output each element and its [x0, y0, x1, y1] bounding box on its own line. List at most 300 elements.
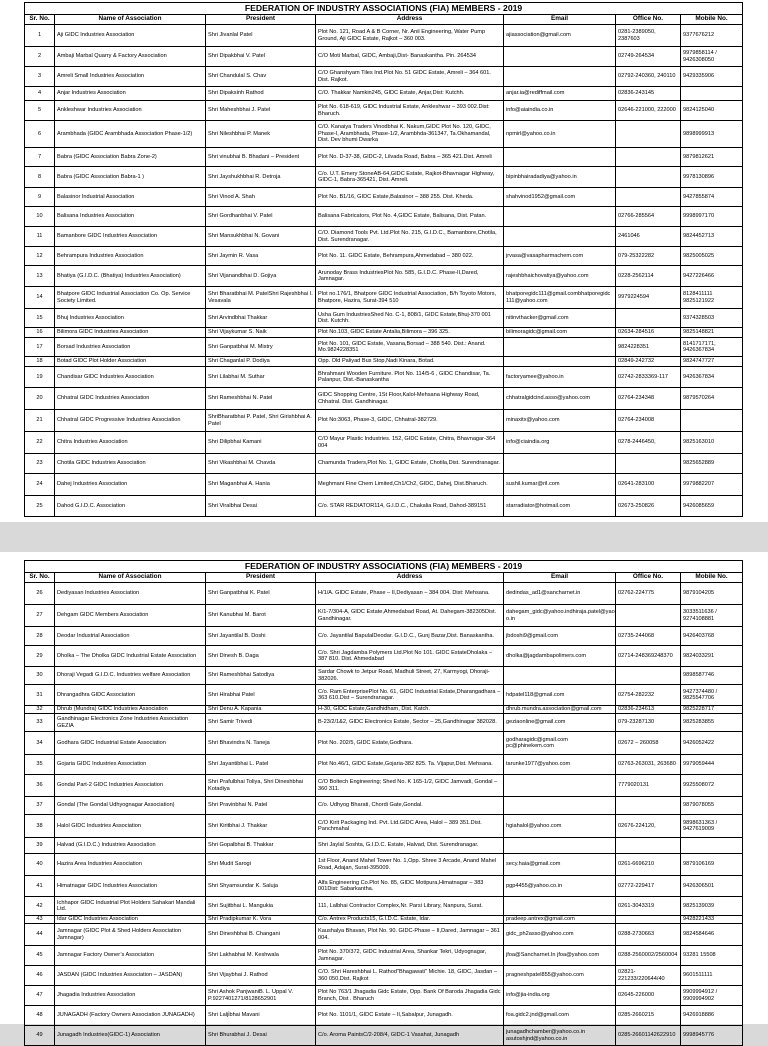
president-cell: Shri Dipaksinh Rathod — [206, 87, 316, 101]
table-row — [25, 986, 743, 1006]
mobile-no-cell — [681, 838, 743, 854]
email-cell: jrvasa@vasapharmachem.com — [504, 247, 616, 266]
table-row — [25, 627, 743, 646]
office-no-cell: 0288-2560002/2560004 — [616, 946, 681, 966]
association-cell: Gondal (The Gondal Udhyognagar Association) — [55, 797, 206, 815]
table-row — [25, 646, 743, 667]
email-cell: bipinbhairadadiya@yahoo.in — [504, 167, 616, 188]
president-cell: ShriBharatbhai P. Patel, Shri Girishbhai A. Patel — [206, 410, 316, 432]
mobile-no-cell: 9377676212 — [681, 25, 743, 47]
association-cell: Bhuj Industries Association — [55, 309, 206, 328]
email-cell: factoryamee@yahoo.in — [504, 367, 616, 388]
mobile-no-cell: 9428221433 — [681, 916, 743, 924]
office-no-cell: 02672 – 260058 — [616, 732, 681, 755]
mobile-no-cell: 9979858114 / 9426308050 — [681, 47, 743, 67]
email-cell — [504, 357, 616, 367]
address-cell: Opp. Old Paliyad Bus Stop,Nadi Kinara, Botad. — [316, 357, 504, 367]
mobile-no-cell: 9824747727 — [681, 357, 743, 367]
table-body — [25, 25, 743, 517]
association-cell: Gandhinagar Electronics Zone Industries Association GEZIA — [55, 714, 206, 732]
office-no-cell — [616, 167, 681, 188]
email-cell: chhatralgidcind.asso@yahoo.com — [504, 388, 616, 410]
email-cell — [504, 897, 616, 916]
sr-no-cell: 30 — [25, 667, 55, 685]
email-cell: geziaonline@gmail.com — [504, 714, 616, 732]
email-cell: hgiahalol@yahoo.com — [504, 815, 616, 838]
office-no-cell: 02641-283100 — [616, 474, 681, 496]
table-row — [25, 388, 743, 410]
address-cell: C/o. STAR REDIATOR114, G.I.D.C., Chakalia Road, Dahod-389151 — [316, 496, 504, 517]
mobile-no-cell: 9979882207 — [681, 474, 743, 496]
table-row — [25, 815, 743, 838]
email-cell: dhrub.mundra.association@gmail.com — [504, 706, 616, 714]
address-cell: Plot No. D-37-38, GIDC-2, Lilvada Road, Babra – 365 421.Dist. Amreli — [316, 148, 504, 167]
mobile-no-cell — [681, 87, 743, 101]
president-cell: Shri Gopalbhai B. Thakkar — [206, 838, 316, 854]
email-cell: info@jia-india.org — [504, 986, 616, 1006]
president-cell: Shri Rameshbhai Satodiya — [206, 667, 316, 685]
mobile-no-cell: 9825283855 — [681, 714, 743, 732]
email-cell: npmirl@yahoo.co.in — [504, 121, 616, 148]
address-cell: C/O Boltech Engineering; Shed No. K 165-1/2, GIDC Jamvadi, Gondal – 360 311. — [316, 775, 504, 797]
office-no-cell: 02764-234348 — [616, 388, 681, 410]
mobile-no-cell: 9879078055 — [681, 797, 743, 815]
sr-no-cell: 45 — [25, 946, 55, 966]
president-cell: Shri Vijaykumar S. Naik — [206, 328, 316, 338]
president-cell: Shri Gordhanbhai V. Patel — [206, 207, 316, 227]
table-row — [25, 966, 743, 986]
col-sr-no: Sr. No. — [25, 573, 55, 583]
office-no-cell: 0261-3043319 — [616, 897, 681, 916]
mobile-no-cell: 9825652889 — [681, 454, 743, 474]
office-no-cell: 0285-2660215 — [616, 1006, 681, 1026]
president-cell: Shri Jivanlal Patel — [206, 25, 316, 47]
office-no-cell: 2461046 — [616, 227, 681, 247]
mobile-no-cell: 9824584646 — [681, 924, 743, 946]
association-cell: Borsad Industries Association — [55, 338, 206, 357]
office-no-cell: 0228-2562114 — [616, 266, 681, 287]
association-cell: Deodar Industrial Association — [55, 627, 206, 646]
association-cell: Dehgam GIDC Members Association — [55, 605, 206, 627]
sr-no-cell: 19 — [25, 367, 55, 388]
col-office: Office No. — [616, 573, 681, 583]
office-no-cell: 02762-224775 — [616, 583, 681, 605]
table-row — [25, 67, 743, 87]
address-cell: C/O. Diamond Tools Pvt. Ltd.Plot No. 215, G.I.D.C., Bamanbore,Chotila, Dist. Surendranagar. — [316, 227, 504, 247]
president-cell: Shri Shyamsundar K. Saluja — [206, 876, 316, 897]
table-row — [25, 1026, 743, 1046]
office-no-cell: 02849-242732 — [616, 357, 681, 367]
president-cell: Shri Viralbhai Desai — [206, 496, 316, 517]
office-no-cell: 02646-221000, 222000 — [616, 101, 681, 121]
sr-no-cell: 43 — [25, 916, 55, 924]
sr-no-cell: 12 — [25, 247, 55, 266]
association-cell: JASDAN (GIDC Industries Association – JASDAN) — [55, 966, 206, 986]
address-cell: C/O Ghanshyam Tiles Ind.Plot No. 51 GIDC Estate, Amreli – 364 601. Dist. Rajkot. — [316, 67, 504, 87]
address-cell: C/O Mayur Plastic Industries. 152, GIDC Estate, Chitra, Bhavnagar-364 004 — [316, 432, 504, 454]
email-cell: bilimoragidc@gmail.com — [504, 328, 616, 338]
sr-no-cell: 44 — [25, 924, 55, 946]
email-cell: hdpatel118@gmail.com — [504, 685, 616, 706]
mobile-no-cell: 9825228717 — [681, 706, 743, 714]
president-cell: Shri Bharatbhai M. PatelShri Rajeshbhai I. Vesavala — [206, 287, 316, 309]
sr-no-cell: 33 — [25, 714, 55, 732]
mobile-no-cell: 9998997170 — [681, 207, 743, 227]
office-no-cell — [616, 188, 681, 207]
mobile-no-cell: 9825139039 — [681, 897, 743, 916]
mobile-no-cell: 9879106169 — [681, 854, 743, 876]
association-cell: Chhatral GIDC Industries Association — [55, 388, 206, 410]
mobile-no-cell: 3033511636 / 9274108881 — [681, 605, 743, 627]
office-no-cell: 02792-240360, 240110 — [616, 67, 681, 87]
col-email: Email — [504, 15, 616, 25]
table-row — [25, 148, 743, 167]
sr-no-cell: 25 — [25, 496, 55, 517]
table-row — [25, 685, 743, 706]
address-cell: Plot No. 121, Road A & B Corner, Nr. Anil Engineering, Water Pump Ground, Aji GIDC Estate, Rajkot – 360 003. — [316, 25, 504, 47]
president-cell: Shri Dilipbhai Kamani — [206, 432, 316, 454]
mobile-no-cell: 9824452713 — [681, 227, 743, 247]
table-row — [25, 47, 743, 67]
office-no-cell — [616, 121, 681, 148]
president-cell: Shri Samir Trivedi — [206, 714, 316, 732]
president-cell: Shri Rameshbhai N. Patel — [206, 388, 316, 410]
association-cell: Gojaria GIDC Industries Association — [55, 755, 206, 775]
mobile-no-cell: 9898587746 — [681, 667, 743, 685]
president-cell: Shri Pradipkumar K. Vora — [206, 916, 316, 924]
president-cell: Shri Vijaybhai J. Rathod — [206, 966, 316, 986]
email-cell — [504, 775, 616, 797]
president-cell: Shri Mudit Sarogi — [206, 854, 316, 876]
office-no-cell: 02714-248369248370 — [616, 646, 681, 667]
association-cell: Botad GIDC Plot Holder Association — [55, 357, 206, 367]
mobile-no-cell: 9909994912 / 9909994902 — [681, 986, 743, 1006]
table-title: FEDERATION OF INDUSTRY ASSOCIATIONS (FIA) MEMBERS - 2019 — [25, 561, 743, 573]
office-no-cell — [616, 838, 681, 854]
table-row — [25, 287, 743, 309]
email-cell — [504, 67, 616, 87]
sr-no-cell: 41 — [25, 876, 55, 897]
office-no-cell: 02749-264534 — [616, 47, 681, 67]
table-row — [25, 706, 743, 714]
mobile-no-cell: 9898631363 / 9427619009 — [681, 815, 743, 838]
mobile-no-cell: 9879104205 — [681, 583, 743, 605]
table-row — [25, 247, 743, 266]
col-mobile: Mobile No. — [681, 573, 743, 583]
mobile-no-cell: 9825005025 — [681, 247, 743, 266]
mobile-no-cell: 93281 15508 — [681, 946, 743, 966]
table-row — [25, 87, 743, 101]
association-cell: Jamnagar Factory Owner’s Association — [55, 946, 206, 966]
president-cell: Shri Bhavindra N. Taneja — [206, 732, 316, 755]
president-cell: Shri Arvindbhai Thakkar — [206, 309, 316, 328]
association-cell: Ambaji Marbal Quarry & Factory Association — [55, 47, 206, 67]
office-no-cell: 02764-234008 — [616, 410, 681, 432]
email-cell: pgp4455@yahoo.co.in — [504, 876, 616, 897]
office-no-cell: 0261-6696210 — [616, 854, 681, 876]
mobile-no-cell: 9978130896 — [681, 167, 743, 188]
office-no-cell: 02735-244068 — [616, 627, 681, 646]
office-no-cell: 02645-226000 — [616, 986, 681, 1006]
office-no-cell: 02676-224120, — [616, 815, 681, 838]
mobile-no-cell: 9998945776 — [681, 1026, 743, 1046]
table-row — [25, 266, 743, 287]
address-cell: Plot No. 370/372, GIDC Industrial Area, Shankar Tekri, Udyognagar, Jamnagar. — [316, 946, 504, 966]
address-cell: H/1/A. GIDC Estate, Phase – II,Dediyasan – 384 004. Dist: Mehsana. — [316, 583, 504, 605]
president-cell: Shri Hirabhai Patel — [206, 685, 316, 706]
sr-no-cell: 37 — [25, 797, 55, 815]
email-cell — [504, 227, 616, 247]
association-cell: Balisana Industries Association — [55, 207, 206, 227]
president-cell: Shri Dipakbhai V. Patel — [206, 47, 316, 67]
mobile-no-cell: 9429335906 — [681, 67, 743, 87]
sr-no-cell: 17 — [25, 338, 55, 357]
office-no-cell: 02754-282232 — [616, 685, 681, 706]
sr-no-cell: 3 — [25, 67, 55, 87]
sr-no-cell: 29 — [25, 646, 55, 667]
table-row — [25, 474, 743, 496]
address-cell: C/O. Shri Hareshbhai L. Rathod"Bhagawati" Michie. 18, GIDC, Jasdan – 360 050.Dist. Rajkot — [316, 966, 504, 986]
sr-no-cell: 13 — [25, 266, 55, 287]
table-row — [25, 667, 743, 685]
president-cell: Shri Jayantibhai L. Patel — [206, 755, 316, 775]
association-cell: Gondal Part-2 GIDC Industries Association — [55, 775, 206, 797]
mobile-no-cell: 9426918886 — [681, 1006, 743, 1026]
sr-no-cell: 46 — [25, 966, 55, 986]
sr-no-cell: 42 — [25, 897, 55, 916]
sr-no-cell: 35 — [25, 755, 55, 775]
col-president: President — [206, 15, 316, 25]
address-cell: Plot No 763/1 Jhagadia Gidc Estate, Opp. Bank Of Baroda Jhagadia Gidc Branch, Dist . Bharuch — [316, 986, 504, 1006]
president-cell: Shri Jaymin R. Vasa — [206, 247, 316, 266]
table-row — [25, 924, 743, 946]
association-cell: Aji GIDC Industries Association — [55, 25, 206, 47]
sr-no-cell: 26 — [25, 583, 55, 605]
address-cell: Plot No. 202/5, GIDC Estate,Godhara. — [316, 732, 504, 755]
address-cell: C/o. Jayantilal BapulalDeodar. G.I.D.C., Gunj Bazar,Dist. Banaskantha. — [316, 627, 504, 646]
table-row — [25, 714, 743, 732]
table-row — [25, 309, 743, 328]
table-row — [25, 732, 743, 755]
email-cell — [504, 454, 616, 474]
association-cell: Babra (GIDC Association Babra-1 ) — [55, 167, 206, 188]
office-no-cell: 9979224594 — [616, 287, 681, 309]
sr-no-cell: 48 — [25, 1006, 55, 1026]
president-cell: Shri Sujitbhai L. Mangukia — [206, 897, 316, 916]
association-cell: Dholka – The Dholka GIDC Industrial Estate Association — [55, 646, 206, 667]
mobile-no-cell — [681, 410, 743, 432]
address-cell: C/O. Kanaiya Traders Vinodbhai K. Nakum,GIDC Plot No. 120, GIDC, Phase-I, Arambhada, Phase-1/2, Arambhda-361347, Ta.Okhamandal, Dist. Dev bhumi Dwarka — [316, 121, 504, 148]
email-cell: starradiator@hotmail.com — [504, 496, 616, 517]
mobile-no-cell: 9825148821 — [681, 328, 743, 338]
mobile-no-cell: 8141717171, 9426367834 — [681, 338, 743, 357]
email-cell — [504, 148, 616, 167]
association-cell: Ichhapor GIDC Industrial Plot Holders Sahakari Mandali Ltd. — [55, 897, 206, 916]
office-no-cell: 0285-26601142622910 — [616, 1026, 681, 1046]
association-cell: Dhoraji Vegadi G.I.D.C. Industries welfare Association — [55, 667, 206, 685]
association-cell: Idar GIDC Industries Association — [55, 916, 206, 924]
table-row — [25, 583, 743, 605]
sr-no-cell: 6 — [25, 121, 55, 148]
address-cell: Usha Gum IndustriesShed No. C-1, 808/1, GIDC Estate,Bhuj-370 001 Dist. Kutchh. — [316, 309, 504, 328]
email-cell — [504, 838, 616, 854]
address-cell: Alfa Engineering Co.Plot No. 85, GIDC Motipura,Himatnagar – 383 001Dist: Sabarkantha. — [316, 876, 504, 897]
association-cell: Dhrangadhra GIDC Association — [55, 685, 206, 706]
president-cell: Shri Ganpatbhai M. Mistry — [206, 338, 316, 357]
table-row — [25, 605, 743, 627]
association-cell: Ankleshwar Industries Association — [55, 101, 206, 121]
email-cell: godharagidc@gmail.com pc@phinekem.com — [504, 732, 616, 755]
email-cell: gidc_ph2asso@yahoo.com — [504, 924, 616, 946]
sr-no-cell: 9 — [25, 188, 55, 207]
sr-no-cell: 27 — [25, 605, 55, 627]
address-cell: C/o. Aroma PaintsC/2-208/4, GIDC-1 Vasahat, Junagadh — [316, 1026, 504, 1046]
association-cell: Dahod G.I.D.C. Association — [55, 496, 206, 517]
sr-no-cell: 34 — [25, 732, 55, 755]
president-cell: Shri Prafulbhai Toliya, Shri Dineshbhai Kotadiya — [206, 775, 316, 797]
table-row — [25, 167, 743, 188]
col-office: Office No. — [616, 15, 681, 25]
table-row — [25, 454, 743, 474]
column-header-row — [25, 573, 743, 583]
mobile-no-cell: 9824125040 — [681, 101, 743, 121]
email-cell: info@aiaindia.co.in — [504, 101, 616, 121]
association-cell: Dahej Industries Association — [55, 474, 206, 496]
address-cell: GIDC Shopping Centre, 1St Floor,Kalol-Mehsana Highway Road, Chhatral. Dist. Gandhinagar. — [316, 388, 504, 410]
president-cell: Shri Maheshbhai J. Patel — [206, 101, 316, 121]
table-row — [25, 338, 743, 357]
office-no-cell — [616, 148, 681, 167]
sr-no-cell: 32 — [25, 706, 55, 714]
table-title: FEDERATION OF INDUSTRY ASSOCIATIONS (FIA) MEMBERS - 2019 — [25, 3, 743, 15]
table-row — [25, 357, 743, 367]
president-cell: Shri Chaganlal P. Dodiya — [206, 357, 316, 367]
office-no-cell: 02821-221233/220644/40 — [616, 966, 681, 986]
association-cell: Chandisar GIDC Industries Association — [55, 367, 206, 388]
mobile-no-cell: 9879812621 — [681, 148, 743, 167]
president-cell: Shri Jayantilal B. Doshi — [206, 627, 316, 646]
email-cell: nitinvthacker@gmail.com — [504, 309, 616, 328]
president-cell: Shri Dineshbhai B. Changani — [206, 924, 316, 946]
office-no-cell: 02673-250826 — [616, 496, 681, 517]
president-cell: Shri Ganpatbhai K. Patel — [206, 583, 316, 605]
address-cell: C/o. Antrex Products15, G.I.D.C. Estate, Idar. — [316, 916, 504, 924]
office-no-cell: 02634-284516 — [616, 328, 681, 338]
email-cell — [504, 797, 616, 815]
table-row — [25, 797, 743, 815]
address-cell: Shri Jaylal Soshta, G.I.D.C. Estate, Halvad, Dist. Surendranagar. — [316, 838, 504, 854]
president-cell: Shri Vinod A. Shah — [206, 188, 316, 207]
association-cell: Bamanbore GIDC Industries Association — [55, 227, 206, 247]
president-cell: Shri Bhurabhai J. Desai — [206, 1026, 316, 1046]
president-cell: Shri vinubhai B. Bhadani – President — [206, 148, 316, 167]
association-cell: Halvad (G.I.D.C.) Industries Association — [55, 838, 206, 854]
sr-no-cell: 15 — [25, 309, 55, 328]
email-cell: pragneshpatel855@yahoo.com — [504, 966, 616, 986]
association-cell: Halol GIDC Industries Association — [55, 815, 206, 838]
email-cell: jfoa@Sancharnet.In jfoa@yahoo.com — [504, 946, 616, 966]
address-cell: H-30, GIDC Estate,Gandhidham, Dist. Katch. — [316, 706, 504, 714]
table-row — [25, 328, 743, 338]
email-cell: junagadhchamber@yahoo.co.in asutoshjnd@yahoo.co.in — [504, 1026, 616, 1046]
sr-no-cell: 11 — [25, 227, 55, 247]
president-cell: Shri Vikashbhai M. Chavda — [206, 454, 316, 474]
association-cell: Junagadh Industries(GIDC-1) Association — [55, 1026, 206, 1046]
association-cell: Babra (GIDC Association Babra Zone-2) — [55, 148, 206, 167]
email-cell: dahegam_gidc@yahoo.indhiraja.patel@yao o.in — [504, 605, 616, 627]
sr-no-cell: 38 — [25, 815, 55, 838]
address-cell: B-23/2/1&2, GIDC Electronics Estate, Sector – 25,Gandhinagar 382028. — [316, 714, 504, 732]
association-cell: Godhara GIDC Industrial Estate Association — [55, 732, 206, 755]
association-cell: Anjar Industries Association — [55, 87, 206, 101]
president-cell: Shri Jayshukhbhai R. Detroja — [206, 167, 316, 188]
mobile-no-cell: 9427374480 / 9825547706 — [681, 685, 743, 706]
association-cell: Dhrub (Mundra) GIDC Industries Association — [55, 706, 206, 714]
email-cell: shahvinod1952@gmail.com — [504, 188, 616, 207]
address-cell: Bhrahmani Wooden Furniture. Plot No. 114/5-6 , GIDC Chandisar, Ta. Palanpur, Dist.-Banaskantha — [316, 367, 504, 388]
address-cell: Chamunda Traders,Plot No. 1, GIDC Estate, Chotila,Dist. Surendranagar. — [316, 454, 504, 474]
table-row — [25, 188, 743, 207]
email-cell: dholka@jagdambapolimers.com — [504, 646, 616, 667]
office-no-cell: 02742-2833369-117 — [616, 367, 681, 388]
mobile-no-cell: 9426306501 — [681, 876, 743, 897]
col-email: Email — [504, 573, 616, 583]
office-no-cell: 02766-285564 — [616, 207, 681, 227]
address-cell: C/O Kirit Packaging Ind. Pvt. Ltd.GIDC Area, Halol – 389 351.Dist. Panchmahal — [316, 815, 504, 838]
address-cell: Plot No.46/1, GIDC Estate,Gojaria-382 825. Ta. Vijapur,Dist. Mehsana. — [316, 755, 504, 775]
sr-no-cell: 47 — [25, 986, 55, 1006]
sr-no-cell: 10 — [25, 207, 55, 227]
mobile-no-cell: 9427226466 — [681, 266, 743, 287]
table-row — [25, 876, 743, 897]
email-cell — [504, 338, 616, 357]
office-no-cell — [616, 667, 681, 685]
members-table-1 — [24, 2, 743, 517]
email-cell: tarunke1977@yahoo.com — [504, 755, 616, 775]
association-cell: Bhatiya (G.I.D.C. (Bhatiya) Industries Association) — [55, 266, 206, 287]
email-cell: anjar.ia@rediffmail.com — [504, 87, 616, 101]
email-cell — [504, 47, 616, 67]
col-address: Address — [316, 15, 504, 25]
association-cell: Balasinor Industrial Association — [55, 188, 206, 207]
col-mobile: Mobile No. — [681, 15, 743, 25]
sr-no-cell: 40 — [25, 854, 55, 876]
office-no-cell: 9824228351 — [616, 338, 681, 357]
address-cell: Plot No:3063, Phase-3, GIDC, Chhatral-382729. — [316, 410, 504, 432]
address-cell: Balisana Fabricators, Plot No. 4,GIDC Estate, Balisana, Dist. Patan. — [316, 207, 504, 227]
table-row — [25, 367, 743, 388]
table-row — [25, 121, 743, 148]
mobile-no-cell: 9426052422 — [681, 732, 743, 755]
president-cell: Shri Lilabhai M. Suthar — [206, 367, 316, 388]
office-no-cell: 0278-2446450, — [616, 432, 681, 454]
table-row — [25, 775, 743, 797]
address-cell: C/o. Shri Jagdamba Polymers Ltd.Plot No 101. GIDC EstateDholaka – 387 810. Dist. Ahmedabad — [316, 646, 504, 667]
table-row — [25, 916, 743, 924]
association-cell: Behrampura Industries Association — [55, 247, 206, 266]
address-cell: Plot No. 101, GIDC Estate, Vasana,Borsad – 388 540. Dist.: Anand. Mo.9824228351 — [316, 338, 504, 357]
address-cell: C/O Moti Marbal, GIDC, Ambaji,Dist- Banaskantha. Pin. 264534 — [316, 47, 504, 67]
email-cell: minaxitx@yahoo.com — [504, 410, 616, 432]
office-no-cell: 02836-243145 — [616, 87, 681, 101]
association-cell: JUNAGADH (Factory Owners Association JUNAGADH) — [55, 1006, 206, 1026]
office-no-cell: 02836-234613 — [616, 706, 681, 714]
office-no-cell: 0288-2730663 — [616, 924, 681, 946]
address-cell: 111, Lalbhai Contractor Complex,Nr. Parsi Library, Nanpura, Surat. — [316, 897, 504, 916]
mobile-no-cell: 9601511111 — [681, 966, 743, 986]
association-cell: Chitra Industries Association — [55, 432, 206, 454]
table-row — [25, 207, 743, 227]
